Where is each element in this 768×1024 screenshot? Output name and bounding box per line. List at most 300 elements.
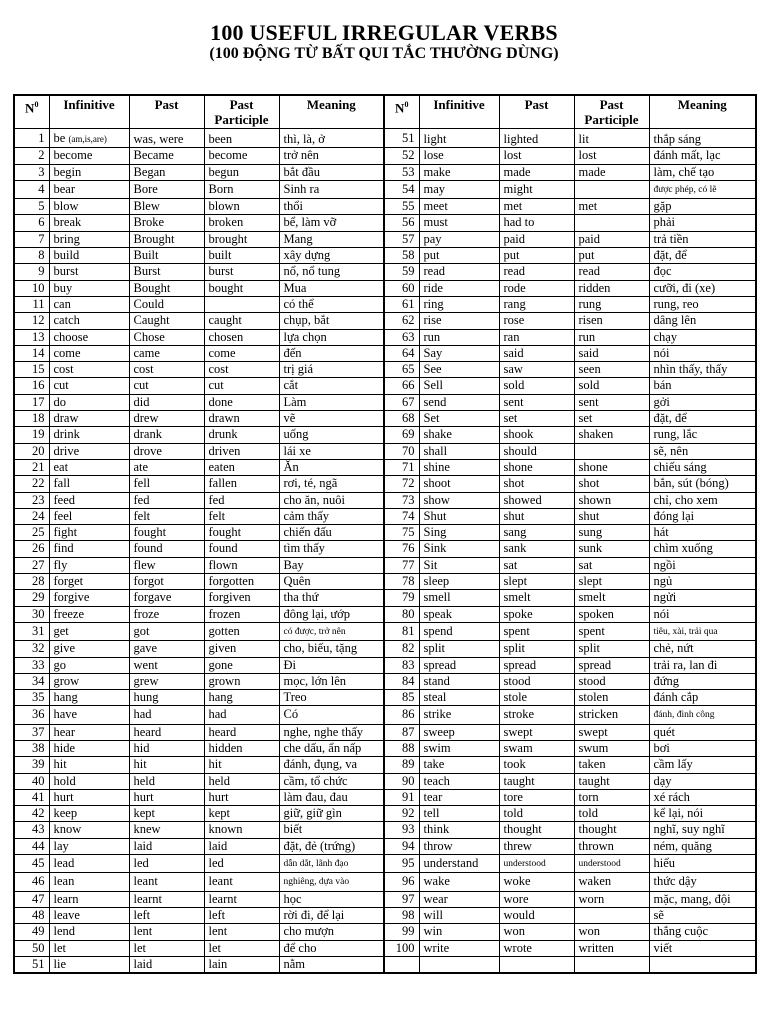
verb-meaning: lái xe <box>279 443 384 459</box>
table-row <box>14 838 756 854</box>
verb-meaning: gởi <box>649 394 756 410</box>
verb-past: would <box>499 907 574 923</box>
verb-infinitive: hit <box>49 757 129 773</box>
verb-number: 34 <box>14 673 49 689</box>
verb-infinitive: give <box>49 641 129 657</box>
verb-meaning: chìm xuống <box>649 541 756 557</box>
verb-number: 51 <box>14 956 49 973</box>
verb-meaning: ngủ <box>649 574 756 590</box>
table-row <box>14 690 756 706</box>
table-row <box>14 394 756 410</box>
verb-infinitive: Say <box>419 345 499 361</box>
verb-number: 15 <box>14 362 49 378</box>
verb-past: Became <box>129 148 204 164</box>
verb-number: 32 <box>14 641 49 657</box>
verb-meaning: làm đau, đau <box>279 789 384 805</box>
verb-meaning: nghĩ, suy nghĩ <box>649 822 756 838</box>
verb-meaning: gặp <box>649 199 756 215</box>
verb-past: shone <box>499 459 574 475</box>
verb-past: Caught <box>129 313 204 329</box>
verb-past: froze <box>129 606 204 622</box>
table-row <box>14 924 756 940</box>
verb-meaning: ngửi <box>649 590 756 606</box>
verb-past-participle: caught <box>204 313 279 329</box>
verb-past-participle: fought <box>204 525 279 541</box>
verb-past-participle: left <box>204 907 279 923</box>
table-row <box>14 622 756 640</box>
verb-past-participle: shaken <box>574 427 649 443</box>
verb-past-participle: sold <box>574 378 649 394</box>
table-row <box>14 822 756 838</box>
verb-past: took <box>499 757 574 773</box>
verb-past: smelt <box>499 590 574 606</box>
verb-past-participle: stricken <box>574 706 649 724</box>
verb-infinitive: lend <box>49 924 129 940</box>
verb-past-participle: stolen <box>574 690 649 706</box>
verb-infinitive: hide <box>49 740 129 756</box>
verb-past: got <box>129 622 204 640</box>
verb-number: 7 <box>14 231 49 247</box>
verb-number: 17 <box>14 394 49 410</box>
verb-past: did <box>129 394 204 410</box>
verb-past-participle: felt <box>204 508 279 524</box>
verb-infinitive: lay <box>49 838 129 854</box>
verb-past: Chose <box>129 329 204 345</box>
verb-infinitive: shoot <box>419 476 499 492</box>
verb-past-participle: had <box>204 706 279 724</box>
verb-meaning: xây dựng <box>279 248 384 264</box>
verb-infinitive: split <box>419 641 499 657</box>
verb-past-participle: hidden <box>204 740 279 756</box>
verb-meaning: Mua <box>279 280 384 296</box>
verb-infinitive: will <box>419 907 499 923</box>
verb-number: 4 <box>14 180 49 198</box>
verb-infinitive: feel <box>49 508 129 524</box>
verb-number: 69 <box>384 427 419 443</box>
verb-meaning: đặt, để <box>649 411 756 427</box>
verb-past: Began <box>129 164 204 180</box>
verb-meaning: nằm <box>279 956 384 973</box>
verb-number: 46 <box>14 873 49 891</box>
verb-infinitive: put <box>419 248 499 264</box>
verb-meaning: mọc, lớn lên <box>279 673 384 689</box>
verb-number: 12 <box>14 313 49 329</box>
header-no: $N^0$ <box>14 95 49 129</box>
verb-past: Bore <box>129 180 204 198</box>
verb-past: paid <box>499 231 574 247</box>
verb-past-participle: waken <box>574 873 649 891</box>
verb-past: ate <box>129 459 204 475</box>
verb-meaning: chạy <box>649 329 756 345</box>
verb-infinitive: spread <box>419 657 499 673</box>
verb-past: told <box>499 806 574 822</box>
verb-past-participle: worn <box>574 891 649 907</box>
verb-number: 79 <box>384 590 419 606</box>
verb-number: 62 <box>384 313 419 329</box>
verb-past-participle: swept <box>574 724 649 740</box>
verb-infinitive: cost <box>49 362 129 378</box>
verb-meaning: cắt <box>279 378 384 394</box>
verb-past: sank <box>499 541 574 557</box>
verb-past-participle: fed <box>204 492 279 508</box>
verb-number: 73 <box>384 492 419 508</box>
verb-past: shut <box>499 508 574 524</box>
verb-infinitive: speak <box>419 606 499 622</box>
verb-number: 91 <box>384 789 419 805</box>
verb-number: 47 <box>14 891 49 907</box>
verb-past-participle: kept <box>204 806 279 822</box>
table-row <box>14 855 756 873</box>
verb-past-participle: done <box>204 394 279 410</box>
verb-infinitive: must <box>419 215 499 231</box>
verb-meaning: chụp, bắt <box>279 313 384 329</box>
verb-meaning: cầm, tổ chức <box>279 773 384 789</box>
verb-past-participle: chosen <box>204 329 279 345</box>
verb-number: 86 <box>384 706 419 724</box>
verb-past: taught <box>499 773 574 789</box>
table-row <box>14 378 756 394</box>
verb-infinitive: Sing <box>419 525 499 541</box>
verb-meaning: nghiêng, dựa vào <box>279 873 384 891</box>
verb-past-participle: begun <box>204 164 279 180</box>
verb-past: Bought <box>129 280 204 296</box>
verb-number: 1 <box>14 129 49 148</box>
verb-past: shot <box>499 476 574 492</box>
verb-past-participle: led <box>204 855 279 873</box>
verb-past: laid <box>129 838 204 854</box>
verb-past: knew <box>129 822 204 838</box>
verb-meaning: dâng lên <box>649 313 756 329</box>
verb-meaning: đọc <box>649 264 756 280</box>
verb-number: 55 <box>384 199 419 215</box>
verb-infinitive: grow <box>49 673 129 689</box>
verb-number: 59 <box>384 264 419 280</box>
verb-number: 19 <box>14 427 49 443</box>
table-row <box>14 345 756 361</box>
verb-infinitive: hold <box>49 773 129 789</box>
verb-past-participle: forgiven <box>204 590 279 606</box>
verb-meaning: cảm thấy <box>279 508 384 524</box>
verb-meaning: chiếu sáng <box>649 459 756 475</box>
verb-number: 80 <box>384 606 419 622</box>
table-row <box>14 508 756 524</box>
verb-infinitive: ring <box>419 296 499 312</box>
verb-past: drew <box>129 411 204 427</box>
header-past-participle: Past Participle <box>574 95 649 129</box>
verb-meaning: mặc, mang, đội <box>649 891 756 907</box>
verb-number: 77 <box>384 557 419 573</box>
verb-past: met <box>499 199 574 215</box>
verb-past-participle: flown <box>204 557 279 573</box>
verb-meaning: thắng cuộc <box>649 924 756 940</box>
verb-meaning: trải ra, lan đi <box>649 657 756 673</box>
verb-meaning: uống <box>279 427 384 443</box>
verb-infinitive: draw <box>49 411 129 427</box>
page-subtitle: (100 ĐỘNG TỪ BẤT QUI TẮC THƯỜNG DÙNG) <box>209 45 559 62</box>
table-row <box>14 673 756 689</box>
verb-past-participle: been <box>204 129 279 148</box>
verb-infinitive: strike <box>419 706 499 724</box>
verb-number: 82 <box>384 641 419 657</box>
verb-past-participle: torn <box>574 789 649 805</box>
verb-past: lent <box>129 924 204 940</box>
verb-infinitive: sweep <box>419 724 499 740</box>
verb-meaning: có được, trở nên <box>279 622 384 640</box>
verb-infinitive: hurt <box>49 789 129 805</box>
verb-number: 93 <box>384 822 419 838</box>
header-infinitive: Infinitive <box>49 95 129 129</box>
verb-infinitive: shine <box>419 459 499 475</box>
verb-number: 63 <box>384 329 419 345</box>
verb-meaning: che dấu, ẩn nấp <box>279 740 384 756</box>
verb-infinitive: lead <box>49 855 129 873</box>
verb-past: should <box>499 443 574 459</box>
verb-infinitive: Sell <box>419 378 499 394</box>
verb-past-participle: laid <box>204 838 279 854</box>
verb-infinitive: can <box>49 296 129 312</box>
verb-past-participle: slept <box>574 574 649 590</box>
verb-infinitive: blow <box>49 199 129 215</box>
verb-meaning: nổ, nổ tung <box>279 264 384 280</box>
verb-meaning: Có <box>279 706 384 724</box>
verb-past-participle: lost <box>574 148 649 164</box>
verb-infinitive: buy <box>49 280 129 296</box>
verb-past-participle: built <box>204 248 279 264</box>
verb-past-participle: drunk <box>204 427 279 443</box>
verb-past: went <box>129 657 204 673</box>
verb-past: rode <box>499 280 574 296</box>
verb-infinitive: Set <box>419 411 499 427</box>
verb-meaning: nhìn thấy, thấy <box>649 362 756 378</box>
verb-meaning: tiêu, xài, trải qua <box>649 622 756 640</box>
verb-past: left <box>129 907 204 923</box>
verb-infinitive: drink <box>49 427 129 443</box>
verb-number: 53 <box>384 164 419 180</box>
verb-number: 45 <box>14 855 49 873</box>
table-row <box>14 180 756 198</box>
verb-past-participle: Born <box>204 180 279 198</box>
verb-meaning: Bay <box>279 557 384 573</box>
verb-past-participle: shot <box>574 476 649 492</box>
verb-infinitive: Sit <box>419 557 499 573</box>
verb-number: 43 <box>14 822 49 838</box>
verb-number: 90 <box>384 773 419 789</box>
verb-past: drove <box>129 443 204 459</box>
verb-past: drank <box>129 427 204 443</box>
verb-number: 29 <box>14 590 49 606</box>
table-row <box>14 940 756 956</box>
verb-past-participle: swum <box>574 740 649 756</box>
verb-past-participle <box>204 296 279 312</box>
header-no: $N^0$ <box>384 95 419 129</box>
verb-meaning: nói <box>649 606 756 622</box>
verb-past: hit <box>129 757 204 773</box>
verb-past-participle: smelt <box>574 590 649 606</box>
table-row <box>14 541 756 557</box>
verb-meaning: hát <box>649 525 756 541</box>
verb-past-participle: set <box>574 411 649 427</box>
verb-past: Blew <box>129 199 204 215</box>
verb-number: 40 <box>14 773 49 789</box>
verb-infinitive: wake <box>419 873 499 891</box>
table-row <box>14 329 756 345</box>
verb-meaning: cho ăn, nuôi <box>279 492 384 508</box>
table-row <box>14 740 756 756</box>
page-title: 100 USEFUL IRREGULAR VERBS <box>210 20 558 45</box>
table-row <box>14 590 756 606</box>
verb-past-participle: come <box>204 345 279 361</box>
verb-past-participle: understood <box>574 855 649 873</box>
verb-infinitive: write <box>419 940 499 956</box>
verb-number: 11 <box>14 296 49 312</box>
verb-past-participle: found <box>204 541 279 557</box>
verb-meaning: viết <box>649 940 756 956</box>
table-row <box>14 476 756 492</box>
verb-number: 76 <box>384 541 419 557</box>
verb-meaning: ngồi <box>649 557 756 573</box>
verb-number: 83 <box>384 657 419 673</box>
verb-number: 18 <box>14 411 49 427</box>
verb-number: 5 <box>14 199 49 215</box>
verb-past: stole <box>499 690 574 706</box>
table-row <box>14 459 756 475</box>
verb-past: set <box>499 411 574 427</box>
verb-number: 3 <box>14 164 49 180</box>
verb-number: 92 <box>384 806 419 822</box>
verb-number: 49 <box>14 924 49 940</box>
verb-meaning: cho, biếu, tặng <box>279 641 384 657</box>
verb-past-participle: fallen <box>204 476 279 492</box>
verb-meaning: chẻ, nứt <box>649 641 756 657</box>
verb-number: 71 <box>384 459 419 475</box>
verb-past: fell <box>129 476 204 492</box>
verb-past: saw <box>499 362 574 378</box>
verb-past: swept <box>499 724 574 740</box>
verb-meaning: bơi <box>649 740 756 756</box>
verb-meaning: nói <box>649 345 756 361</box>
verb-past: sent <box>499 394 574 410</box>
header-infinitive: Infinitive <box>419 95 499 129</box>
verb-infinitive: begin <box>49 164 129 180</box>
table-row <box>14 148 756 164</box>
verb-infinitive: keep <box>49 806 129 822</box>
verb-past-participle: leant <box>204 873 279 891</box>
verb-past-participle: cost <box>204 362 279 378</box>
verb-number: 100 <box>384 940 419 956</box>
table-row <box>14 657 756 673</box>
verb-infinitive: eat <box>49 459 129 475</box>
verb-past: sang <box>499 525 574 541</box>
verb-meaning: thức dậy <box>649 873 756 891</box>
verb-past-participle: hang <box>204 690 279 706</box>
verb-past: spoke <box>499 606 574 622</box>
verb-infinitive: be (am,is,are) <box>49 129 129 148</box>
verb-past: rose <box>499 313 574 329</box>
verb-number: 28 <box>14 574 49 590</box>
verb-infinitive: rise <box>419 313 499 329</box>
verb-infinitive: ride <box>419 280 499 296</box>
verb-infinitive: break <box>49 215 129 231</box>
header-meaning: Meaning <box>279 95 384 129</box>
header-row <box>14 95 756 129</box>
verb-number: 25 <box>14 525 49 541</box>
verb-past: let <box>129 940 204 956</box>
table-row <box>14 443 756 459</box>
verb-past: led <box>129 855 204 873</box>
header-past-participle: Past Participle <box>204 95 279 129</box>
verb-infinitive: may <box>419 180 499 198</box>
verb-meaning: tha thứ <box>279 590 384 606</box>
header-past: Past <box>499 95 574 129</box>
verb-past-participle: grown <box>204 673 279 689</box>
verb-past-participle: broken <box>204 215 279 231</box>
verb-number: 97 <box>384 891 419 907</box>
verb-past-participle: made <box>574 164 649 180</box>
verb-meaning: dẫn dắt, lãnh đạo <box>279 855 384 873</box>
verb-number: 81 <box>384 622 419 640</box>
table-row <box>14 248 756 264</box>
verb-number: 6 <box>14 215 49 231</box>
verb-past: came <box>129 345 204 361</box>
verb-number: 8 <box>14 248 49 264</box>
verb-number: 94 <box>384 838 419 854</box>
verb-number: 64 <box>384 345 419 361</box>
verb-past: spread <box>499 657 574 673</box>
verb-meaning: bắt đầu <box>279 164 384 180</box>
verb-meaning: đặt, để <box>649 248 756 264</box>
verb-infinitive: learn <box>49 891 129 907</box>
verb-past-participle: sung <box>574 525 649 541</box>
verb-past: Burst <box>129 264 204 280</box>
verb-past-participle: burst <box>204 264 279 280</box>
verb-number: 33 <box>14 657 49 673</box>
verb-meaning: hiểu <box>649 855 756 873</box>
verb-past-participle <box>574 907 649 923</box>
verb-past: stood <box>499 673 574 689</box>
verb-number: 70 <box>384 443 419 459</box>
verb-past-participle: read <box>574 264 649 280</box>
verb-meaning: bán <box>649 378 756 394</box>
table-row <box>14 956 756 973</box>
verb-number: 87 <box>384 724 419 740</box>
verb-number: 78 <box>384 574 419 590</box>
verb-infinitive: bring <box>49 231 129 247</box>
verb-past-participle: taken <box>574 757 649 773</box>
verb-meaning: đánh cắp <box>649 690 756 706</box>
verb-number: 96 <box>384 873 419 891</box>
verb-past: hurt <box>129 789 204 805</box>
verb-past-participle: heard <box>204 724 279 740</box>
verb-infinitive: make <box>419 164 499 180</box>
verb-past-participle: learnt <box>204 891 279 907</box>
verb-infinitive: tear <box>419 789 499 805</box>
verb-infinitive: meet <box>419 199 499 215</box>
verb-meaning: học <box>279 891 384 907</box>
verb-infinitive: feed <box>49 492 129 508</box>
verb-meaning: phải <box>649 215 756 231</box>
verb-number: 50 <box>14 940 49 956</box>
verb-number: 37 <box>14 724 49 740</box>
verb-meaning: trở nên <box>279 148 384 164</box>
verb-number: 20 <box>14 443 49 459</box>
verb-number: 26 <box>14 541 49 557</box>
verb-meaning: thắp sáng <box>649 129 756 148</box>
verb-number: 68 <box>384 411 419 427</box>
verb-infinitive: come <box>49 345 129 361</box>
verb-infinitive: hear <box>49 724 129 740</box>
verb-past: shook <box>499 427 574 443</box>
verb-infinitive: become <box>49 148 129 164</box>
